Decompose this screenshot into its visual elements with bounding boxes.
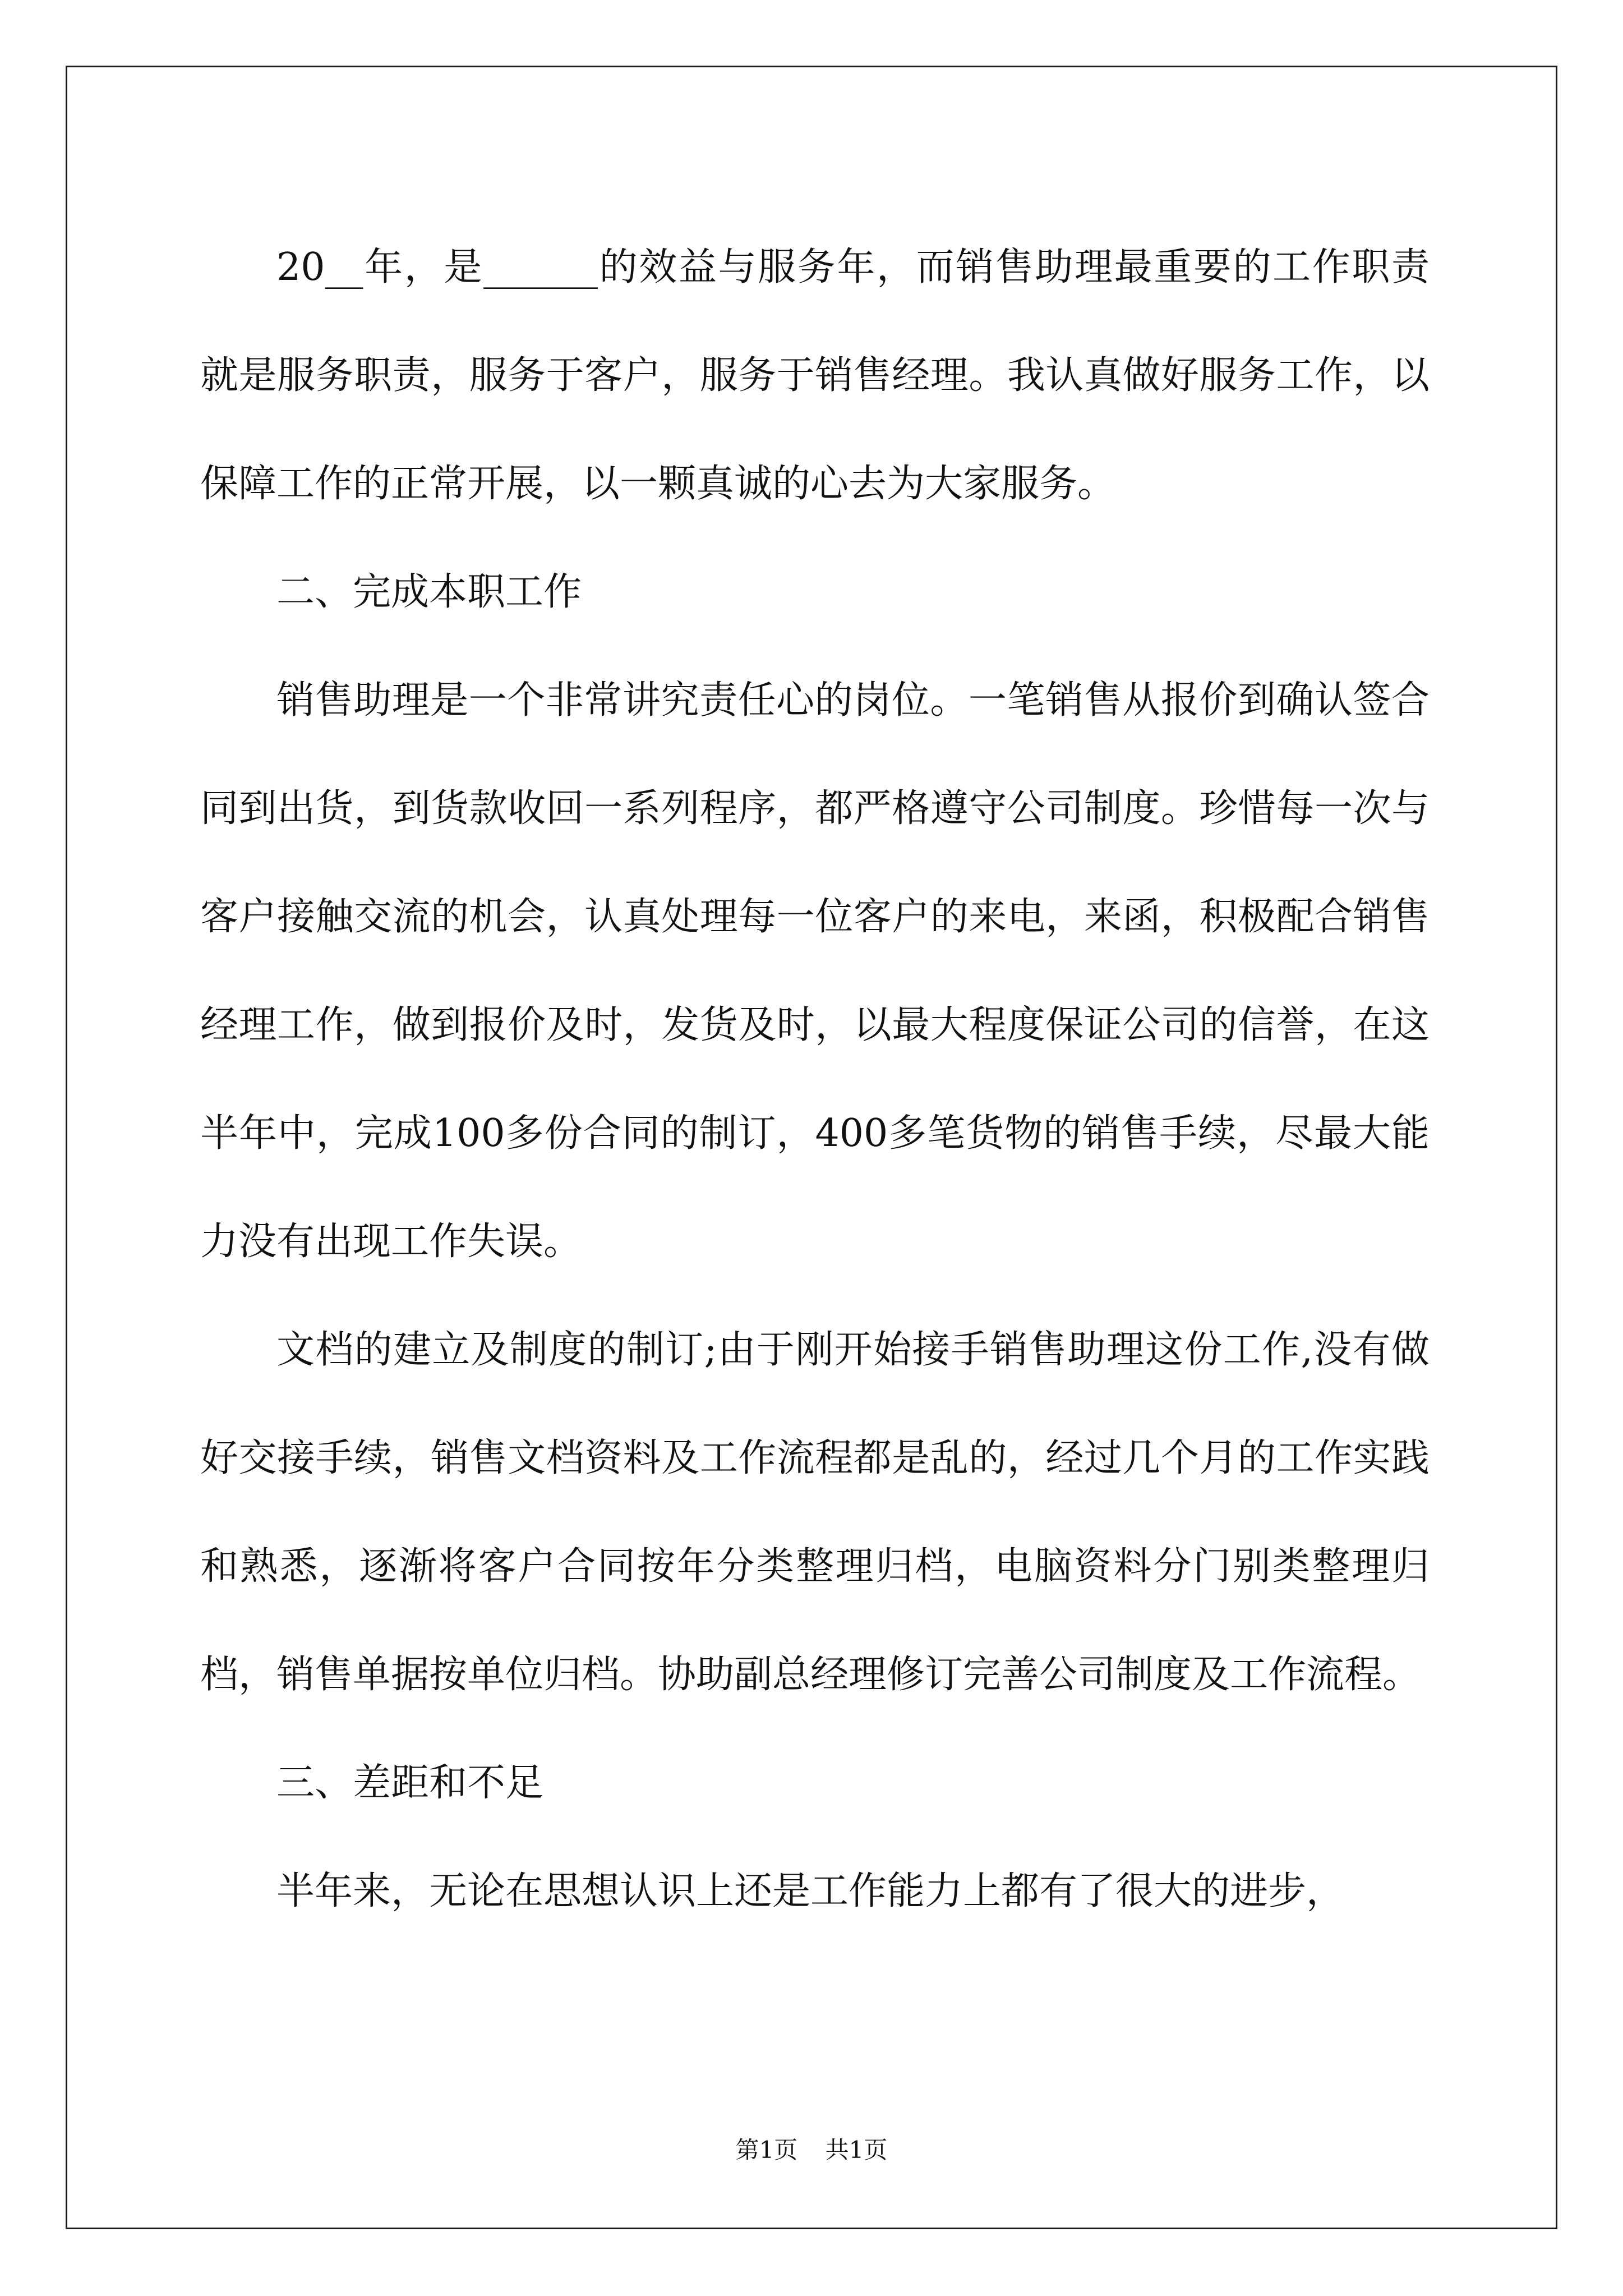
paragraph-intro: 20__年，是______的效益与服务年，而销售助理最重要的工作职责就是服务职责，服务于客户，服务于销售经理。我认真做好服务工作，以保障工作的正常开展，以一颗真诚的心去为大家服务。 bbox=[200, 245, 1430, 506]
section-heading-3: 三、差距和不足 bbox=[276, 1761, 544, 1805]
section-heading-2: 二、完成本职工作 bbox=[276, 570, 582, 614]
document-body bbox=[200, 213, 1430, 1945]
page-number: 第1页 bbox=[735, 2136, 798, 2164]
paragraph-duties: 销售助理是一个非常讲究责任心的岗位。一笔销售从报价到确认签合同到出货，到货款收回一系列程序，都严格遵守公司制度。珍惜每一次与客户接触交流的机会，认真处理每一位客户的来电，来函，积极配合销售经理工作，做到报价及时，发货及时，以最大程度保证公司的信誉，在这半年中，完成100多份合同的制订，400多笔货物的销售手续，尽最大能力没有出现工作失误。 bbox=[200, 678, 1430, 1264]
paragraph-progress: 半年来，无论在思想认识上还是工作能力上都有了很大的进步， bbox=[276, 1869, 1345, 1913]
page-footer bbox=[0, 2132, 1623, 2165]
page-total: 共1页 bbox=[825, 2136, 888, 2164]
paragraph-documents: 文档的建立及制度的制订;由于刚开始接手销售助理这份工作,没有做好交接手续，销售文档资料及工作流程都是乱的，经过几个月的工作实践和熟悉，逐渐将客户合同按年分类整理归档，电脑资料分门别类整理归档，销售单据按单位归档。协助副总经理修订完善公司制度及工作流程。 bbox=[200, 1328, 1430, 1697]
